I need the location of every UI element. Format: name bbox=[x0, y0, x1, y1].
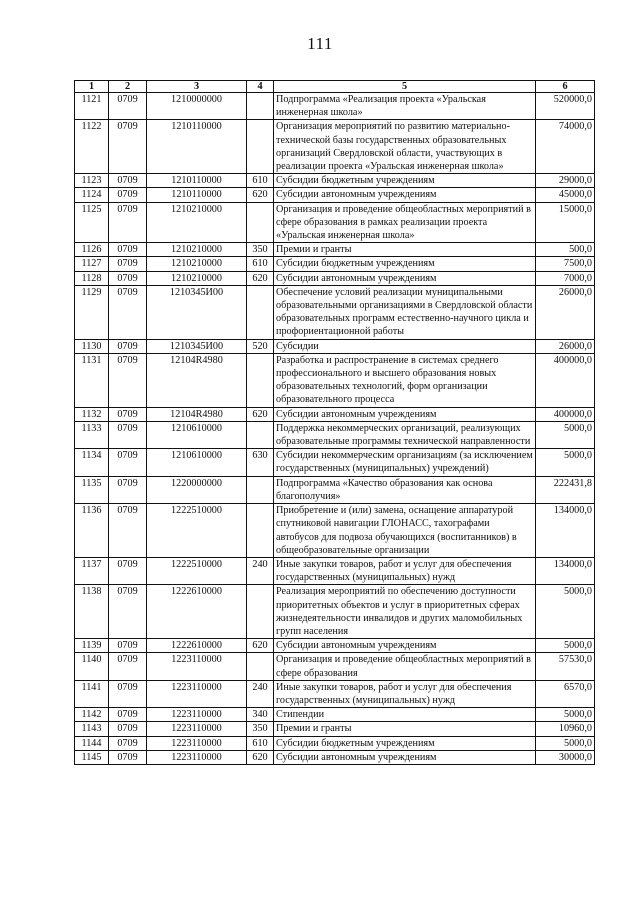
section-code: 0709 bbox=[109, 680, 147, 707]
expense-type-code bbox=[247, 93, 274, 120]
target-article-code: 1222510000 bbox=[147, 504, 247, 558]
row-number: 1122 bbox=[75, 120, 109, 174]
row-number: 1128 bbox=[75, 271, 109, 285]
row-number: 1130 bbox=[75, 339, 109, 353]
section-code: 0709 bbox=[109, 736, 147, 750]
expense-type-code: 520 bbox=[247, 339, 274, 353]
item-name: Организация мероприятий по развитию материально-технической базы государственных образовательных организаций Свердловской области, участвующих в реализации проекта «Уральская инженерная школа» bbox=[274, 120, 536, 174]
target-article-code: 1210610000 bbox=[147, 421, 247, 448]
target-article-code: 1210210000 bbox=[147, 202, 247, 243]
item-name: Организация и проведение общеобластных мероприятий в сфере образования в рамках реализации проекта «Уральская инженерная школа» bbox=[274, 202, 536, 243]
section-code: 0709 bbox=[109, 504, 147, 558]
item-name: Организация и проведение общеобластных мероприятий в сфере образования bbox=[274, 653, 536, 680]
table-row bbox=[75, 339, 595, 353]
table-row bbox=[75, 557, 595, 584]
item-name: Подпрограмма «Качество образования как основа благополучия» bbox=[274, 476, 536, 503]
section-code: 0709 bbox=[109, 339, 147, 353]
target-article-code: 1210110000 bbox=[147, 188, 247, 202]
row-number: 1142 bbox=[75, 708, 109, 722]
target-article-code: 1220000000 bbox=[147, 476, 247, 503]
section-code: 0709 bbox=[109, 188, 147, 202]
section-code: 0709 bbox=[109, 653, 147, 680]
target-article-code: 1210345И00 bbox=[147, 285, 247, 339]
item-name: Иные закупки товаров, работ и услуг для обеспечения государственных (муниципальных) нужд bbox=[274, 680, 536, 707]
target-article-code: 1210110000 bbox=[147, 120, 247, 174]
table-row bbox=[75, 504, 595, 558]
section-code: 0709 bbox=[109, 243, 147, 257]
row-number: 1136 bbox=[75, 504, 109, 558]
target-article-code: 1210345И00 bbox=[147, 339, 247, 353]
item-name: Разработка и распространение в системах среднего профессионального и высшего образования новых образовательных технологий, форм организации образовательного процесса bbox=[274, 353, 536, 407]
expense-type-code: 610 bbox=[247, 174, 274, 188]
amount: 45000,0 bbox=[536, 188, 595, 202]
section-code: 0709 bbox=[109, 285, 147, 339]
row-number: 1127 bbox=[75, 257, 109, 271]
target-article-code: 1210610000 bbox=[147, 449, 247, 476]
section-code: 0709 bbox=[109, 585, 147, 639]
row-number: 1144 bbox=[75, 736, 109, 750]
amount: 74000,0 bbox=[536, 120, 595, 174]
row-number: 1139 bbox=[75, 639, 109, 653]
expense-type-code bbox=[247, 421, 274, 448]
target-article-code: 1223110000 bbox=[147, 653, 247, 680]
column-header-target-article: 3 bbox=[147, 81, 247, 93]
item-name: Субсидии автономным учреждениям bbox=[274, 188, 536, 202]
expense-type-code bbox=[247, 285, 274, 339]
item-name: Реализация мероприятий по обеспечению доступности приоритетных объектов и услуг в приоритетных сферах жизнедеятельности инвалидов и других маломобильных групп населения bbox=[274, 585, 536, 639]
expense-type-code: 630 bbox=[247, 449, 274, 476]
amount: 5000,0 bbox=[536, 736, 595, 750]
amount: 7000,0 bbox=[536, 271, 595, 285]
page-number: 111 bbox=[307, 34, 333, 53]
section-code: 0709 bbox=[109, 722, 147, 736]
row-number: 1125 bbox=[75, 202, 109, 243]
amount: 134000,0 bbox=[536, 557, 595, 584]
amount: 6570,0 bbox=[536, 680, 595, 707]
section-code: 0709 bbox=[109, 202, 147, 243]
table-row bbox=[75, 271, 595, 285]
item-name: Субсидии автономным учреждениям bbox=[274, 407, 536, 421]
expense-type-code bbox=[247, 504, 274, 558]
item-name: Премии и гранты bbox=[274, 243, 536, 257]
amount: 7500,0 bbox=[536, 257, 595, 271]
row-number: 1137 bbox=[75, 557, 109, 584]
table-row bbox=[75, 750, 595, 764]
item-name: Субсидии автономным учреждениям bbox=[274, 271, 536, 285]
target-article-code: 1222610000 bbox=[147, 585, 247, 639]
row-number: 1133 bbox=[75, 421, 109, 448]
row-number: 1143 bbox=[75, 722, 109, 736]
row-number: 1126 bbox=[75, 243, 109, 257]
section-code: 0709 bbox=[109, 449, 147, 476]
budget-table bbox=[74, 80, 595, 765]
item-name: Субсидии автономным учреждениям bbox=[274, 639, 536, 653]
section-code: 0709 bbox=[109, 120, 147, 174]
item-name: Поддержка некоммерческих организаций, реализующих образовательные программы технической направленности bbox=[274, 421, 536, 448]
table-row bbox=[75, 243, 595, 257]
expense-type-code: 620 bbox=[247, 271, 274, 285]
column-header-section: 2 bbox=[109, 81, 147, 93]
table-row bbox=[75, 93, 595, 120]
item-name: Иные закупки товаров, работ и услуг для обеспечения государственных (муниципальных) нужд bbox=[274, 557, 536, 584]
target-article-code: 1223110000 bbox=[147, 736, 247, 750]
item-name: Субсидии бюджетным учреждениям bbox=[274, 257, 536, 271]
section-code: 0709 bbox=[109, 93, 147, 120]
row-number: 1134 bbox=[75, 449, 109, 476]
amount: 5000,0 bbox=[536, 639, 595, 653]
amount: 26000,0 bbox=[536, 285, 595, 339]
expense-type-code: 620 bbox=[247, 639, 274, 653]
expense-type-code: 610 bbox=[247, 257, 274, 271]
expense-type-code: 620 bbox=[247, 750, 274, 764]
section-code: 0709 bbox=[109, 476, 147, 503]
table-row bbox=[75, 639, 595, 653]
expense-type-code: 350 bbox=[247, 243, 274, 257]
amount: 5000,0 bbox=[536, 421, 595, 448]
table-row bbox=[75, 680, 595, 707]
section-code: 0709 bbox=[109, 750, 147, 764]
table-header-row bbox=[75, 81, 595, 93]
table-row bbox=[75, 585, 595, 639]
expense-type-code bbox=[247, 476, 274, 503]
table-row bbox=[75, 257, 595, 271]
section-code: 0709 bbox=[109, 353, 147, 407]
section-code: 0709 bbox=[109, 407, 147, 421]
amount: 500,0 bbox=[536, 243, 595, 257]
row-number: 1138 bbox=[75, 585, 109, 639]
table-row bbox=[75, 353, 595, 407]
target-article-code: 1210210000 bbox=[147, 271, 247, 285]
item-name: Обеспечение условий реализации муниципальными образовательными организациями в Свердловской области образовательных программ естественно-научного цикла и профориентационной работы bbox=[274, 285, 536, 339]
table-body bbox=[75, 93, 595, 765]
amount: 5000,0 bbox=[536, 585, 595, 639]
expense-type-code bbox=[247, 653, 274, 680]
amount: 400000,0 bbox=[536, 407, 595, 421]
target-article-code: 1222510000 bbox=[147, 557, 247, 584]
row-number: 1121 bbox=[75, 93, 109, 120]
amount: 29000,0 bbox=[536, 174, 595, 188]
amount: 15000,0 bbox=[536, 202, 595, 243]
row-number: 1124 bbox=[75, 188, 109, 202]
target-article-code: 1210000000 bbox=[147, 93, 247, 120]
section-code: 0709 bbox=[109, 639, 147, 653]
expense-type-code: 240 bbox=[247, 557, 274, 584]
row-number: 1123 bbox=[75, 174, 109, 188]
section-code: 0709 bbox=[109, 257, 147, 271]
table-row bbox=[75, 188, 595, 202]
target-article-code: 12104R4980 bbox=[147, 407, 247, 421]
item-name: Субсидии бюджетным учреждениям bbox=[274, 736, 536, 750]
amount: 10960,0 bbox=[536, 722, 595, 736]
section-code: 0709 bbox=[109, 557, 147, 584]
table-row bbox=[75, 120, 595, 174]
expense-type-code bbox=[247, 120, 274, 174]
target-article-code: 1223110000 bbox=[147, 680, 247, 707]
target-article-code: 1210110000 bbox=[147, 174, 247, 188]
row-number: 1135 bbox=[75, 476, 109, 503]
table-row bbox=[75, 736, 595, 750]
expense-type-code bbox=[247, 585, 274, 639]
amount: 26000,0 bbox=[536, 339, 595, 353]
item-name: Премии и гранты bbox=[274, 722, 536, 736]
expense-type-code: 620 bbox=[247, 407, 274, 421]
section-code: 0709 bbox=[109, 174, 147, 188]
item-name: Субсидии бюджетным учреждениям bbox=[274, 174, 536, 188]
amount: 400000,0 bbox=[536, 353, 595, 407]
expense-type-code bbox=[247, 202, 274, 243]
section-code: 0709 bbox=[109, 708, 147, 722]
expense-type-code: 350 bbox=[247, 722, 274, 736]
amount: 520000,0 bbox=[536, 93, 595, 120]
row-number: 1131 bbox=[75, 353, 109, 407]
item-name: Субсидии bbox=[274, 339, 536, 353]
amount: 134000,0 bbox=[536, 504, 595, 558]
row-number: 1140 bbox=[75, 653, 109, 680]
amount: 57530,0 bbox=[536, 653, 595, 680]
target-article-code: 1210210000 bbox=[147, 243, 247, 257]
target-article-code: 1210210000 bbox=[147, 257, 247, 271]
section-code: 0709 bbox=[109, 271, 147, 285]
target-article-code: 1222610000 bbox=[147, 639, 247, 653]
table-row bbox=[75, 708, 595, 722]
item-name: Приобретение и (или) замена, оснащение аппаратурой спутниковой навигации ГЛОНАСС, тахографами автобусов для подвоза обучающихся (воспитанников) в общеобразовательные организации bbox=[274, 504, 536, 558]
section-code: 0709 bbox=[109, 421, 147, 448]
column-header-number: 1 bbox=[75, 81, 109, 93]
row-number: 1145 bbox=[75, 750, 109, 764]
item-name: Субсидии некоммерческим организациям (за исключением государственных (муниципальных) учреждений) bbox=[274, 449, 536, 476]
target-article-code: 1223110000 bbox=[147, 722, 247, 736]
amount: 30000,0 bbox=[536, 750, 595, 764]
amount: 5000,0 bbox=[536, 708, 595, 722]
table-row bbox=[75, 653, 595, 680]
table-row bbox=[75, 449, 595, 476]
row-number: 1129 bbox=[75, 285, 109, 339]
table-row bbox=[75, 407, 595, 421]
table-row bbox=[75, 202, 595, 243]
column-header-name: 5 bbox=[274, 81, 536, 93]
target-article-code: 1223110000 bbox=[147, 750, 247, 764]
item-name: Стипендии bbox=[274, 708, 536, 722]
item-name: Субсидии автономным учреждениям bbox=[274, 750, 536, 764]
column-header-expense-type: 4 bbox=[247, 81, 274, 93]
table-row bbox=[75, 285, 595, 339]
target-article-code: 12104R4980 bbox=[147, 353, 247, 407]
expense-type-code: 240 bbox=[247, 680, 274, 707]
expense-type-code bbox=[247, 353, 274, 407]
target-article-code: 1223110000 bbox=[147, 708, 247, 722]
row-number: 1132 bbox=[75, 407, 109, 421]
expense-type-code: 610 bbox=[247, 736, 274, 750]
row-number: 1141 bbox=[75, 680, 109, 707]
expense-type-code: 340 bbox=[247, 708, 274, 722]
table-row bbox=[75, 421, 595, 448]
expense-type-code: 620 bbox=[247, 188, 274, 202]
table-row bbox=[75, 476, 595, 503]
table-row bbox=[75, 174, 595, 188]
amount: 222431,8 bbox=[536, 476, 595, 503]
item-name: Подпрограмма «Реализация проекта «Уральская инженерная школа» bbox=[274, 93, 536, 120]
column-header-amount: 6 bbox=[536, 81, 595, 93]
table-row bbox=[75, 722, 595, 736]
amount: 5000,0 bbox=[536, 449, 595, 476]
